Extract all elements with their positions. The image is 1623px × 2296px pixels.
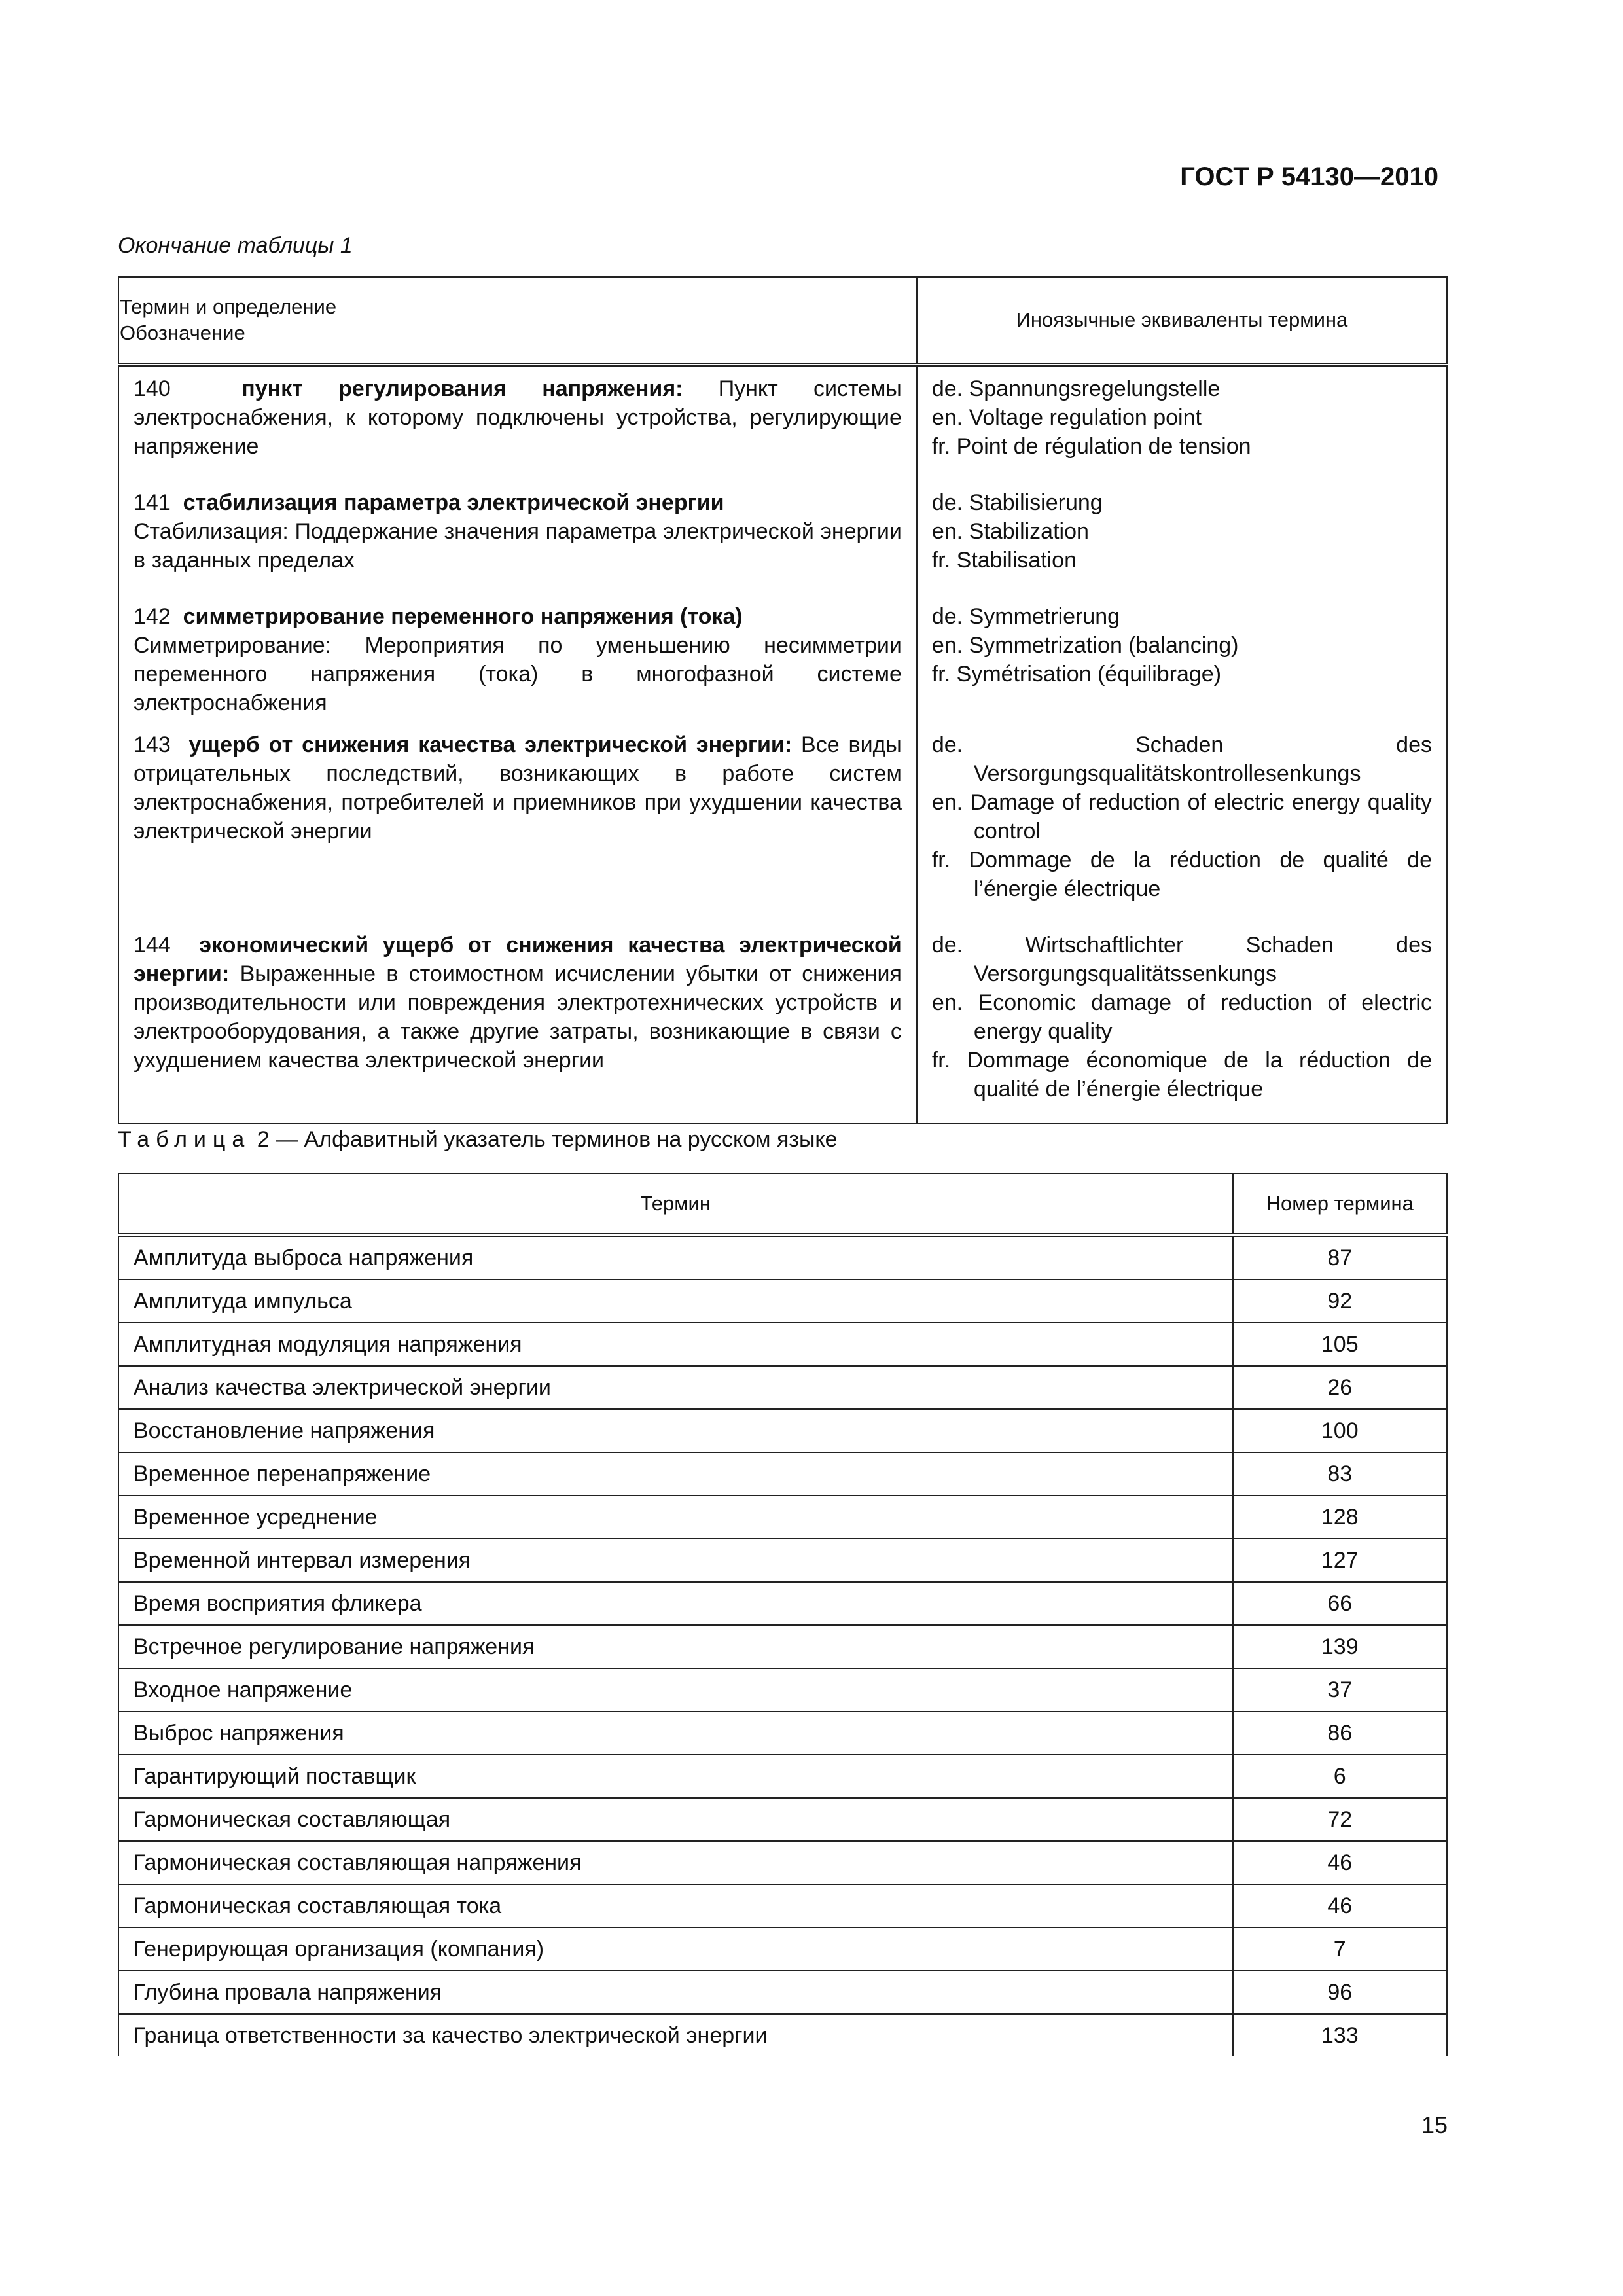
index-term: Время восприятия фликера — [118, 1582, 1233, 1625]
index-term-number: 7 — [1233, 1928, 1448, 1971]
table-row — [118, 1409, 1447, 1452]
index-term: Восстановление напряжения — [118, 1409, 1233, 1452]
index-table-header — [118, 1174, 1447, 1235]
table-row — [118, 1971, 1447, 2014]
header-term-definition — [118, 277, 917, 365]
index-term-number: 86 — [1233, 1712, 1448, 1755]
document-code: ГОСТ Р 54130—2010 — [1180, 162, 1438, 191]
table-row — [118, 1798, 1447, 1841]
table-row — [118, 1539, 1447, 1582]
index-term: Встречное регулирование напряжения — [118, 1625, 1233, 1668]
table-row — [118, 1366, 1447, 1409]
index-term: Анализ качества электрической энергии — [118, 1366, 1233, 1409]
index-term-number: 133 — [1233, 2014, 1448, 2056]
table2-caption — [118, 1127, 838, 1153]
term-name: пункт регулирования напряжения: — [241, 376, 683, 401]
table-row — [118, 594, 1447, 723]
table-row — [118, 1668, 1447, 1712]
table-row — [118, 365, 1447, 480]
term-name: ущерб от снижения качества электрической энергии: — [188, 732, 793, 757]
index-term-number: 37 — [1233, 1668, 1448, 1712]
equivalent-term: en. Symmetrization (balancing) — [931, 633, 1239, 658]
index-term-number: 83 — [1233, 1452, 1448, 1496]
term-cell — [118, 723, 917, 923]
term-cell — [118, 480, 917, 594]
term-name: экономический ущерб от снижения качества электрической энергии: — [134, 933, 902, 986]
index-term-number: 139 — [1233, 1625, 1448, 1668]
table-row — [118, 1452, 1447, 1496]
table-row — [118, 2014, 1447, 2056]
index-term: Временное усреднение — [118, 1496, 1233, 1539]
index-term-number: 46 — [1233, 1884, 1448, 1928]
index-term: Выброс напряжения — [118, 1712, 1233, 1755]
index-term-number: 92 — [1233, 1280, 1448, 1323]
index-term: Граница ответственности за качество электрической энергии — [118, 2014, 1233, 2056]
equivalent-term: en. Economic damage of reduction of electric energy quality — [931, 990, 1432, 1044]
index-term-number: 127 — [1233, 1539, 1448, 1582]
index-term: Амплитудная модуляция напряжения — [118, 1323, 1233, 1366]
term-definition: Стабилизация: Поддержание значения параметра электрической энергии в заданных пределах — [134, 519, 902, 573]
terms-table — [118, 276, 1448, 1124]
table-row — [118, 1582, 1447, 1625]
equivalent-term: en. Voltage regulation point — [931, 405, 1202, 430]
index-term-number: 6 — [1233, 1755, 1448, 1798]
table-row — [118, 723, 1447, 923]
equivalents-cell — [917, 480, 1447, 594]
index-term-number: 26 — [1233, 1366, 1448, 1409]
index-term-number: 128 — [1233, 1496, 1448, 1539]
table-row — [118, 1841, 1447, 1884]
term-number: 141 — [134, 490, 171, 515]
index-table-body — [118, 1235, 1447, 2056]
index-table — [118, 1173, 1448, 2056]
equivalents-cell — [917, 723, 1447, 923]
table-row — [118, 923, 1447, 1124]
equivalent-term: fr. Dommage de la réduction de qualité de l’énergie électrique — [931, 848, 1432, 901]
term-definition: Все виды отрицательных последствий, возникающих в работе систем электроснабжения, потребителей и приемников при ухудшении качества электрической энергии — [134, 732, 902, 844]
equivalent-term: de. Stabilisierung — [931, 490, 1103, 515]
equivalent-term: fr. Symétrisation (équilibrage) — [931, 662, 1222, 687]
table-row — [118, 1280, 1447, 1323]
index-term-number: 46 — [1233, 1841, 1448, 1884]
term-cell — [118, 365, 917, 480]
equivalents-cell — [917, 923, 1447, 1124]
header-term: Термин — [118, 1174, 1233, 1235]
equivalent-term: fr. Stabilisation — [931, 548, 1077, 573]
term-cell — [118, 923, 917, 1124]
index-term-number: 72 — [1233, 1798, 1448, 1841]
header-term-line2: Обозначение — [120, 321, 245, 344]
table-row — [118, 1235, 1447, 1280]
table-row — [118, 1496, 1447, 1539]
index-term-number: 87 — [1233, 1235, 1448, 1280]
table-row — [118, 1928, 1447, 1971]
term-number: 143 — [134, 732, 171, 757]
equivalent-term: de. Spannungsregelungstelle — [931, 376, 1221, 401]
index-term: Гарантирующий поставщик — [118, 1755, 1233, 1798]
table-row — [118, 1323, 1447, 1366]
table-row — [118, 1712, 1447, 1755]
term-name: стабилизация параметра электрической энергии — [183, 490, 724, 515]
index-term: Временной интервал измерения — [118, 1539, 1233, 1582]
equivalents-cell — [917, 594, 1447, 723]
header-equivalents: Иноязычные эквиваленты термина — [917, 277, 1447, 365]
term-definition: Выраженные в стоимостном исчислении убытки от снижения производительности или повреждения электротехнических устройств и электрооборудования, а также другие затраты, возникающие в связи с ухудшением качества электрической энергии — [134, 961, 902, 1073]
header-term-line1: Термин и определение — [120, 295, 337, 318]
term-cell — [118, 594, 917, 723]
equivalent-term: en. Stabilization — [931, 519, 1089, 544]
equivalent-term: en. Damage of reduction of electric energy quality control — [931, 790, 1432, 844]
equivalent-term: de. Schaden des Versorgungsqualitätskontrollesenkungs — [931, 732, 1432, 786]
equivalents-cell — [917, 365, 1447, 480]
term-number: 144 — [134, 933, 171, 958]
index-term: Амплитуда выброса напряжения — [118, 1235, 1233, 1280]
terms-table-body — [118, 365, 1447, 1124]
page-number: 15 — [1421, 2111, 1448, 2138]
index-term: Генерирующая организация (компания) — [118, 1928, 1233, 1971]
index-term-number: 96 — [1233, 1971, 1448, 2014]
equivalent-term: fr. Dommage économique de la réduction de qualité de l’énergie électrique — [931, 1048, 1432, 1102]
term-definition: Симметрирование: Мероприятия по уменьшению несимметрии переменного напряжения (тока) в многофазной системе электроснабжения — [134, 633, 902, 715]
term-name: симметрирование переменного напряжения (тока) — [183, 604, 743, 629]
table-row — [118, 1625, 1447, 1668]
header-term-number: Номер термина — [1233, 1174, 1448, 1235]
index-term: Временное перенапряжение — [118, 1452, 1233, 1496]
terms-table-header — [118, 277, 1447, 365]
table-row — [118, 1884, 1447, 1928]
equivalent-term: de. Wirtschaftlichter Schaden des Versorgungsqualitätssenkungs — [931, 933, 1432, 986]
table-row — [118, 1755, 1447, 1798]
index-term: Гармоническая составляющая напряжения — [118, 1841, 1233, 1884]
table2-caption-text: 2 — Алфавитный указатель терминов на русском языке — [251, 1127, 838, 1152]
term-definition: Пункт системы электроснабжения, к которому подключены устройства, регулирующие напряжение — [134, 376, 902, 459]
table2-caption-label: Таблица — [118, 1127, 251, 1152]
index-term-number: 100 — [1233, 1409, 1448, 1452]
index-term: Амплитуда импульса — [118, 1280, 1233, 1323]
index-term-number: 105 — [1233, 1323, 1448, 1366]
index-term-number: 66 — [1233, 1582, 1448, 1625]
equivalent-term: fr. Point de régulation de tension — [931, 434, 1251, 459]
term-number: 142 — [134, 604, 171, 629]
equivalent-term: de. Symmetrierung — [931, 604, 1120, 629]
table1-caption: Окончание таблицы 1 — [118, 233, 353, 258]
index-term: Гармоническая составляющая — [118, 1798, 1233, 1841]
index-term: Гармоническая составляющая тока — [118, 1884, 1233, 1928]
index-term: Глубина провала напряжения — [118, 1971, 1233, 2014]
table-row — [118, 480, 1447, 594]
term-number: 140 — [134, 376, 171, 401]
index-term: Входное напряжение — [118, 1668, 1233, 1712]
